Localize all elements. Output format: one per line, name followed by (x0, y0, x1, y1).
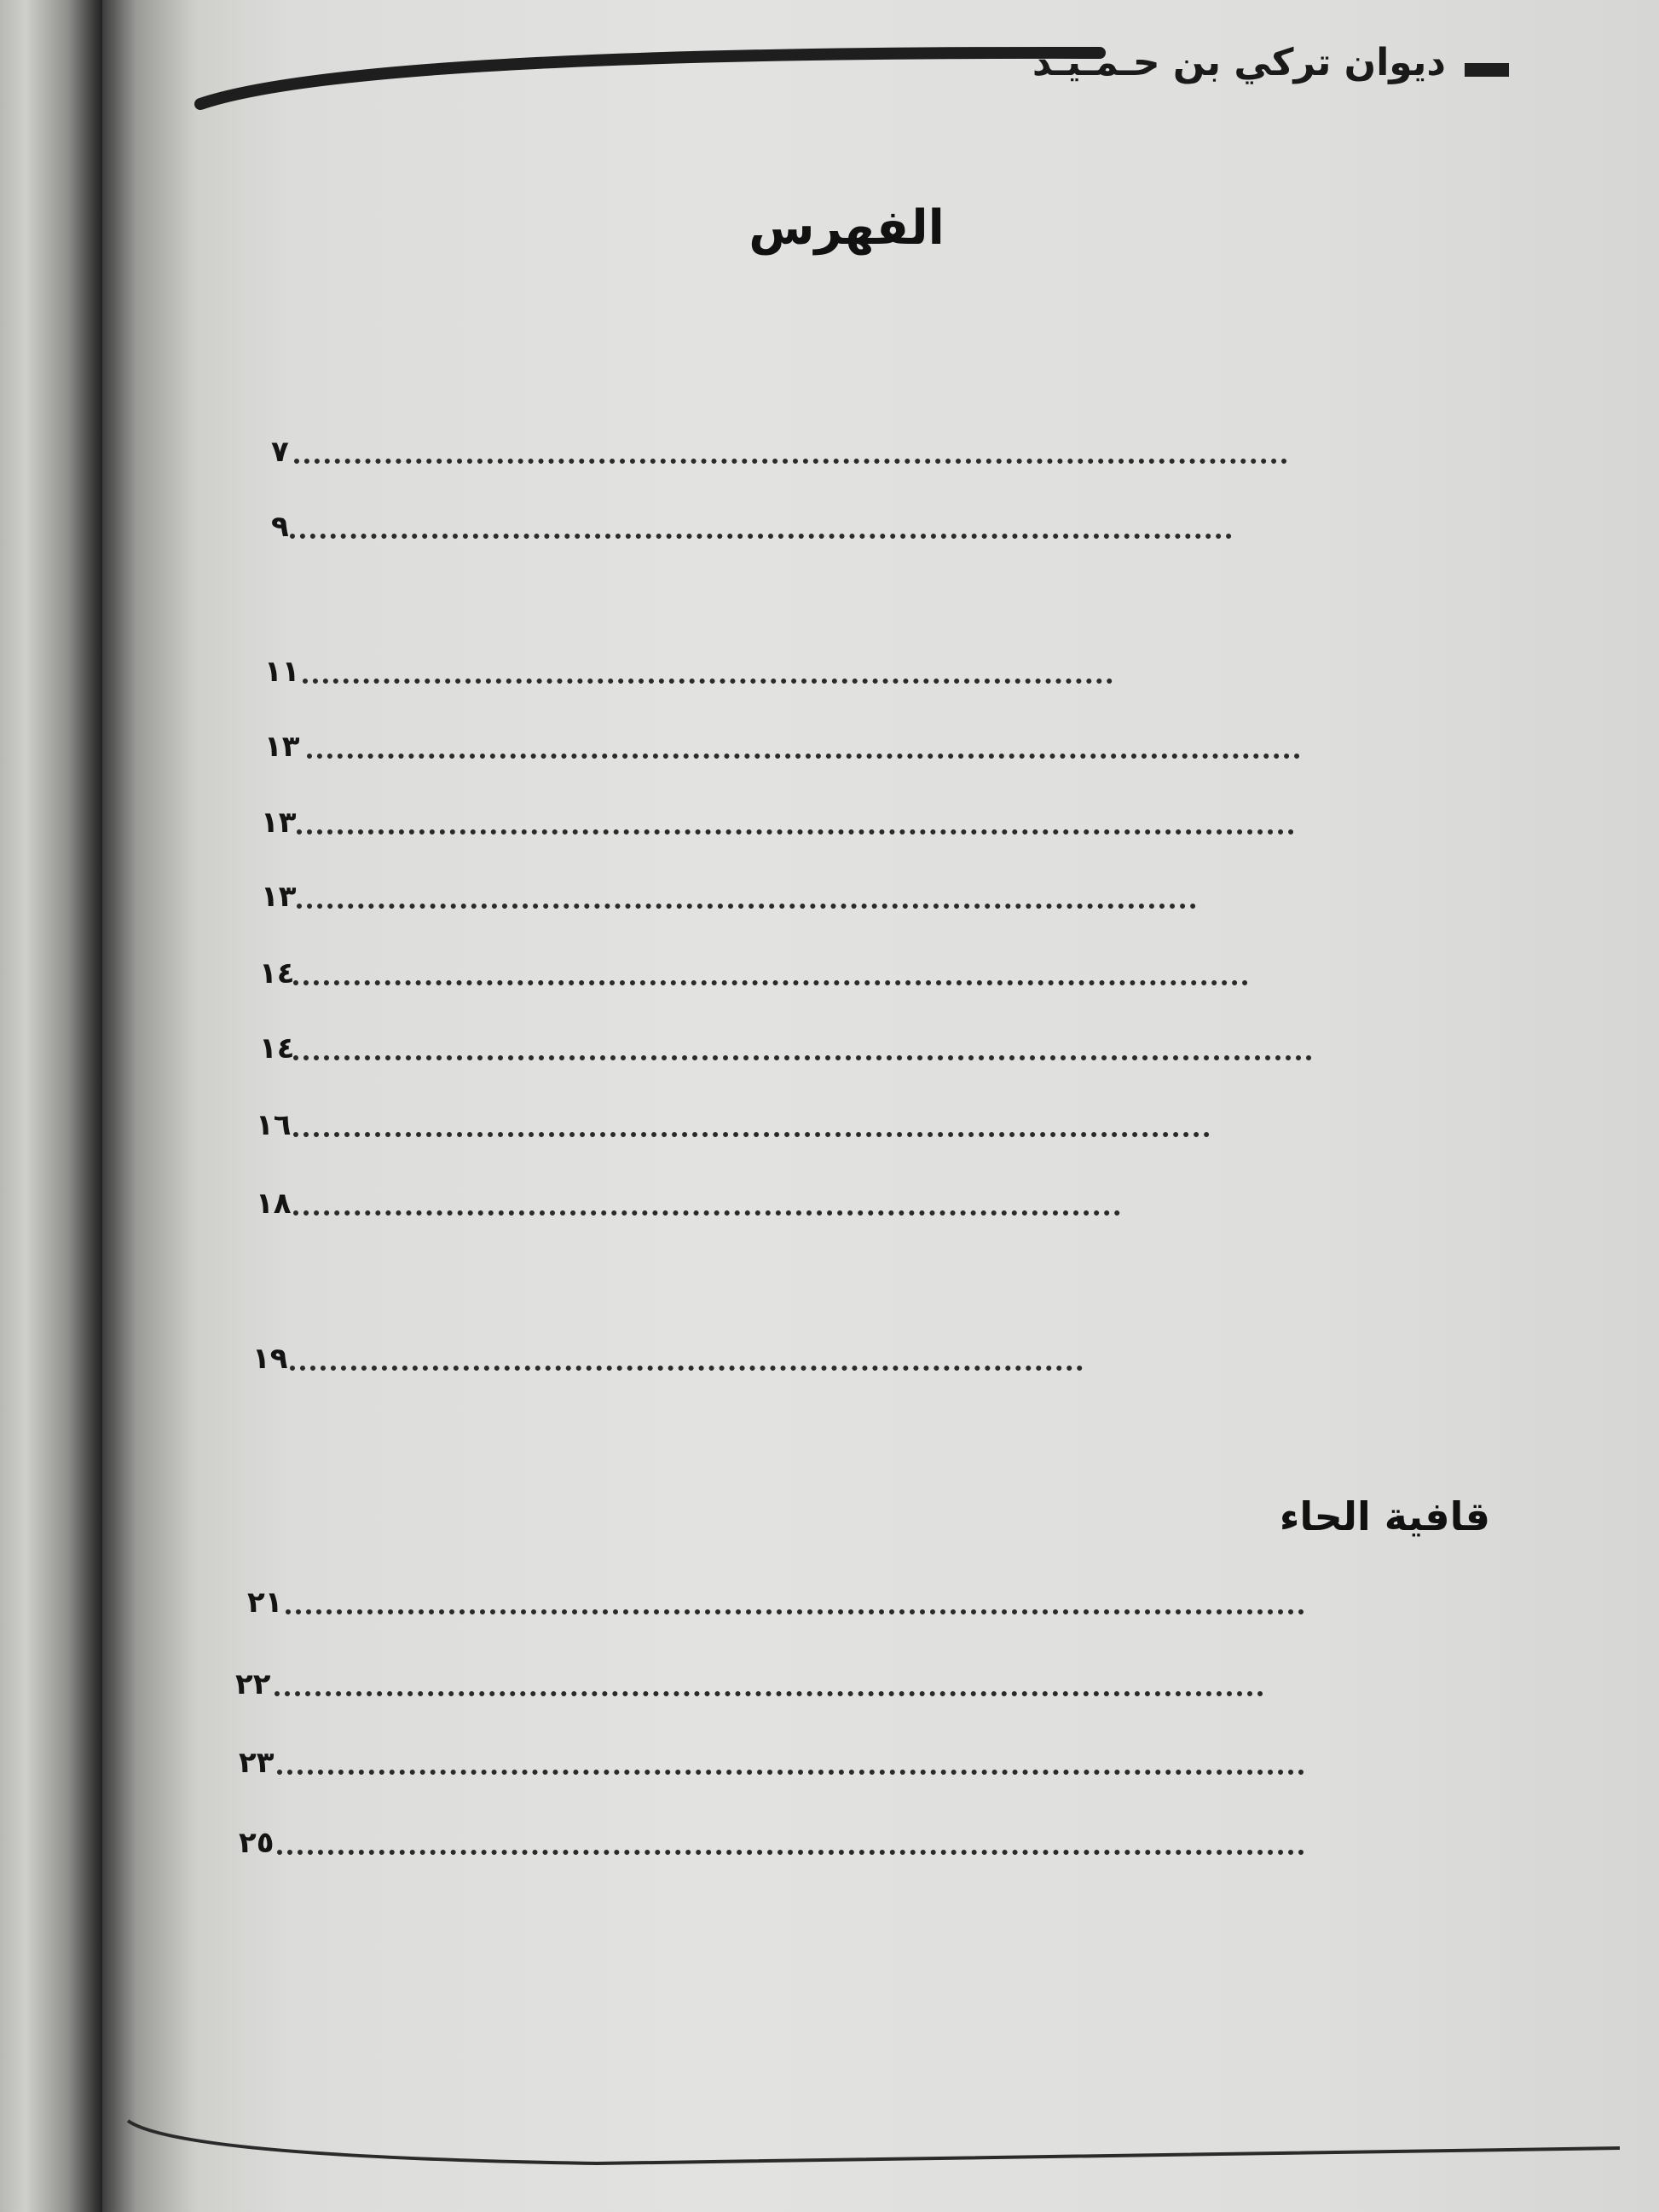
toc-entry-page: ٢٢ (235, 1667, 271, 1701)
toc-leader-dots (307, 754, 1300, 759)
header-curve-line (200, 53, 1100, 104)
toc-entry-page: ٢٣ (239, 1746, 275, 1780)
section-heading: قافية الحاء (1279, 1493, 1490, 1539)
toc-leader-dots (297, 904, 1196, 909)
toc-leader-dots (275, 1691, 1263, 1696)
toc-leader-dots (290, 1366, 1083, 1371)
toc-leader-dots (286, 1609, 1304, 1614)
page-title: الفهرس (749, 200, 945, 256)
toc-entry-page: ١٩ (252, 1342, 288, 1376)
toc-entry-page: ٧ (271, 435, 289, 469)
toc-entry-page: ١٣ (261, 880, 297, 914)
toc-entry-page: ٢١ (247, 1585, 283, 1620)
running-header-title: ديوان تركي بن حـمـيـد (1032, 41, 1446, 84)
toc-entry-page: ١٣ (261, 806, 297, 840)
toc-entry-page: ٢٥ (239, 1826, 275, 1860)
toc-leader-dots (277, 1850, 1304, 1855)
toc-leader-dots (297, 829, 1294, 835)
footer-rule (0, 2097, 1659, 2182)
toc-leader-dots (303, 679, 1113, 684)
toc-leader-dots (277, 1770, 1304, 1775)
toc-leader-dots (293, 1055, 1312, 1060)
toc-leader-dots (293, 1210, 1120, 1216)
header-right-bar (1465, 63, 1509, 77)
toc-leader-dots (293, 980, 1248, 985)
footer-curve-line (128, 2121, 1620, 2163)
facing-page-edge (0, 0, 102, 2212)
toc-entry-page: ١٦ (256, 1108, 292, 1142)
toc-leader-dots (290, 534, 1232, 539)
toc-entry-page: ١٤ (259, 1031, 295, 1066)
toc-entry-page: ١٤ (259, 956, 295, 990)
toc-entry-page: ١٣ (264, 730, 300, 764)
toc-leader-dots (294, 459, 1287, 464)
toc-entry-page: ٩ (271, 510, 289, 544)
book-page (102, 0, 1659, 2212)
toc-leader-dots (293, 1132, 1210, 1137)
toc-entry-page: ١٨ (256, 1187, 292, 1221)
toc-entry-page: ١١ (264, 655, 300, 689)
